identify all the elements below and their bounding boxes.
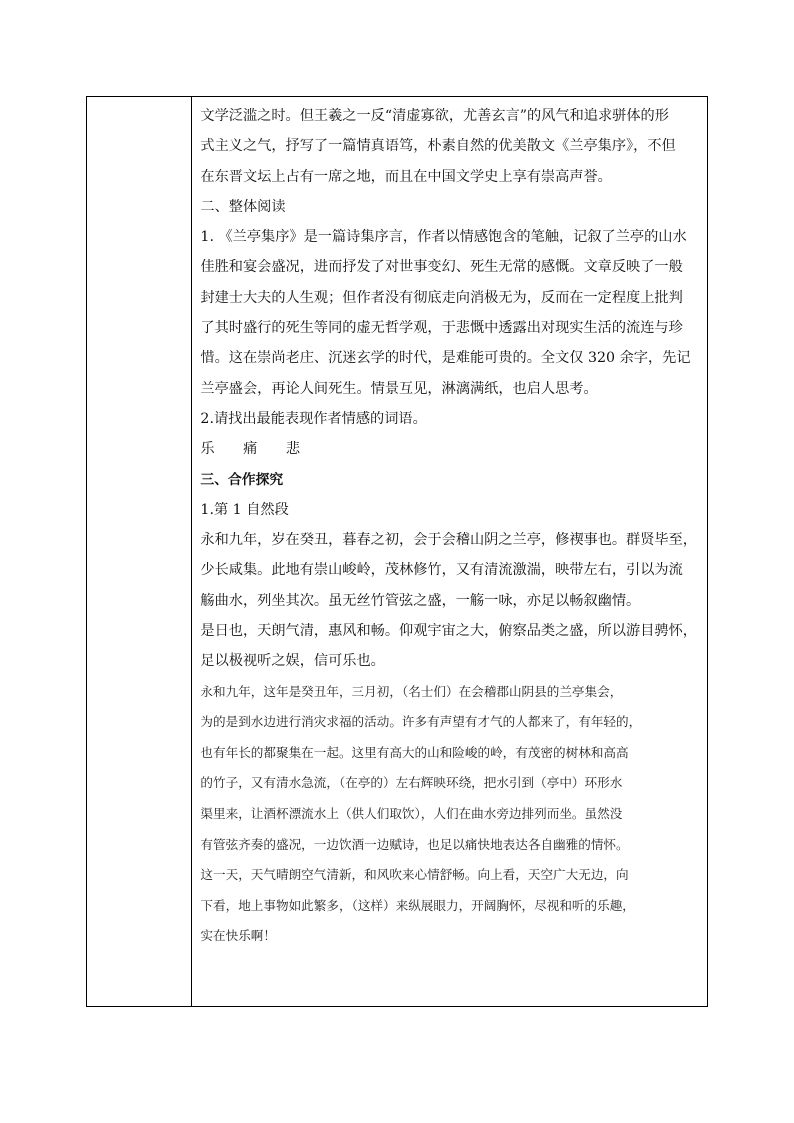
original-text-line: 觞曲水，列坐其次。虽无丝竹管弦之盛，一觞一咏，亦足以畅叙幽情。: [200, 592, 641, 609]
original-text-line: 永和九年，岁在癸丑，暮春之初，会于会稽山阴之兰亭，修禊事也。群贤毕至，: [200, 532, 697, 549]
overall-reading-line: 1. 《兰亭集序》是一篇诗集序言，作者以情感饱含的笔触，记叙了兰亭的山水: [200, 229, 687, 246]
original-text-line: 是日也，天朗气清，惠风和畅。仰观宇宙之大，俯察品类之盛，所以游目骋怀，: [200, 623, 697, 640]
overall-reading-line: 封建士大夫的人生观；但作者没有彻底走向消极无为，反而在一定程度上批判: [200, 289, 683, 306]
overall-reading-line: 佳胜和宴会盛况，进而抒发了对世事变幻、死生无常的感慨。文章反映了一般: [200, 259, 683, 276]
intro-line: 文学泛滥之时。但王羲之一反“清虚寡欲，尤善玄言”的风气和追求骈体的形: [200, 108, 669, 124]
translation-line: 这一天，天气晴朗空气清新，和风吹来心情舒畅。向上看，天空广大无边，向: [200, 867, 629, 883]
original-text-line: 少长咸集。此地有崇山峻岭，茂林修竹，又有清流激湍，映带左右，引以为流: [200, 562, 683, 579]
original-text-line: 足以极视听之娱，信可乐也。: [200, 653, 385, 670]
translation-line: 实在快乐啊！: [200, 928, 276, 944]
translation-line: 下看，地上事物如此繁多，（这样）来纵展眼力，开阔胸怀，尽视和听的乐趣，: [200, 897, 635, 913]
translation-line: 也有年长的都聚集在一起。这里有高大的山和险峻的岭，有茂密的树林和高高: [200, 744, 629, 760]
section-heading-overall-reading: 二、整体阅读: [200, 198, 286, 215]
lesson-table: [86, 96, 708, 1007]
translation-line: 为的是到水边进行消灾求福的活动。许多有声望有才气的人都来了，有年轻的，: [200, 714, 642, 730]
table-left-cell: [87, 97, 192, 1006]
paragraph-one-label: 1.第 1 自然段: [200, 501, 289, 518]
table-content-cell: [192, 97, 707, 1006]
emotion-words-answer: 乐 痛 悲: [200, 441, 313, 458]
intro-line: 式主义之气，抒写了一篇情真语笃，朴素自然的优美散文《兰亭集序》，不但: [200, 138, 676, 155]
section-heading-cooperative-inquiry: 三、合作探究: [200, 471, 284, 488]
overall-reading-line: 了其时盛行的死生等同的虚无哲学观，于悲慨中透露出对现实生活的流连与珍: [200, 320, 683, 337]
translation-line: 永和九年，这年是癸丑年，三月初，（名士们）在会稽郡山阴县的兰亭集会，: [200, 683, 623, 699]
translation-line: 有管弦齐奏的盛况，一边饮酒一边赋诗，也足以痛快地表达各自幽雅的情怀。: [200, 836, 629, 852]
overall-reading-line: 兰亭盛会，再论人间死生。情景互见，淋漓满纸，也启人思考。: [200, 380, 598, 397]
intro-line: 在东晋文坛上占有一席之地，而且在中国文学史上享有崇高声誉。: [200, 168, 612, 185]
translation-line: 渠里来，让酒杯漂流水上（供人们取饮），人们在曲水旁边排列而坐。虽然没: [200, 806, 623, 822]
overall-reading-line: 惜。这在崇尚老庄、沉迷玄学的时代，是难能可贵的。全文仅 320 余字，先记: [200, 350, 691, 367]
question-emotion-words: 2.请找出最能表现作者情感的词语。: [200, 410, 427, 427]
translation-line: 的竹子，又有清水急流，（在亭的）左右辉映环绕，把水引到（亭中）环形水: [200, 775, 623, 791]
